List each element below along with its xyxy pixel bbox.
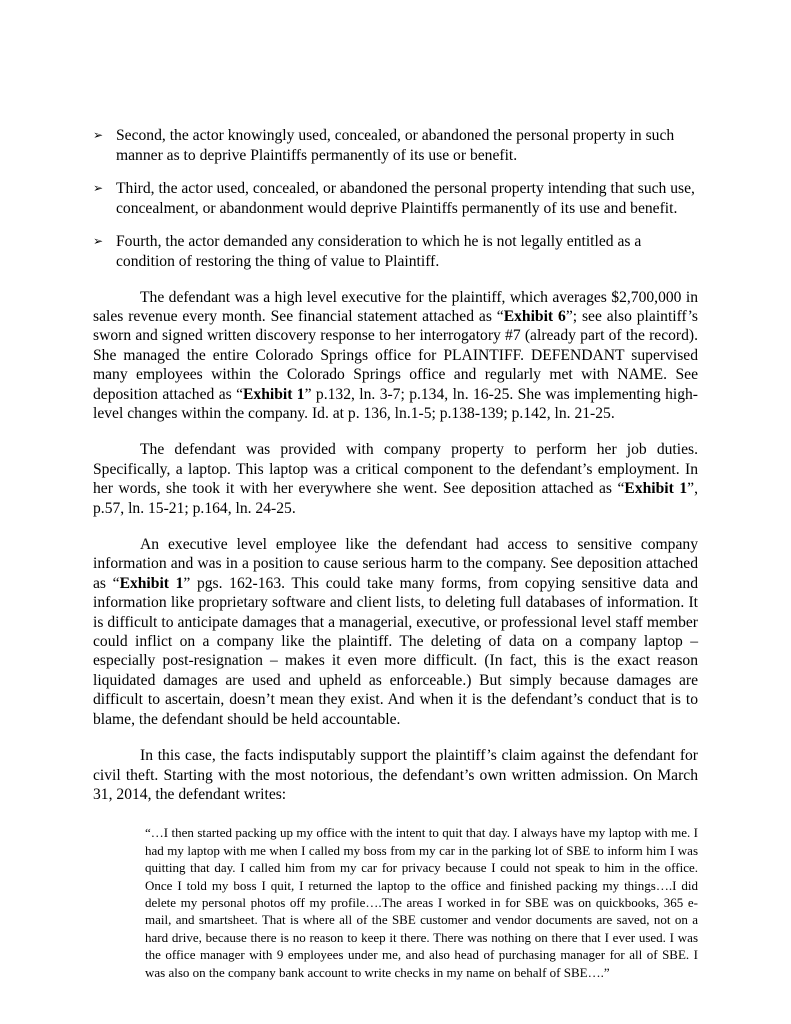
text-run: ”, p.57, ln. 15-21; p.164, ln. 24-25. (93, 480, 698, 517)
text-run: The defendant was a high level executive for the plaintiff, which averages $2,700,000 in sales revenue every month. See financial statement attached as “ (93, 288, 698, 325)
arrowhead-bullet-icon: ➢ (93, 234, 104, 249)
bullet-item-fourth (93, 232, 698, 271)
arrowhead-bullet-icon: ➢ (93, 181, 104, 196)
text-run: In this case, the facts indisputably support the plaintiff’s claim against the defendant for civil theft. Starting with the most notorious, the defendant’s own written admission. On March 31, 2014, the defendant writes: (93, 747, 698, 803)
bullet-item-second (93, 126, 698, 165)
bullet-text: Second, the actor knowingly used, concealed, or abandoned the personal property in such manner as to deprive Plaintiffs permanently of its use or benefit. (116, 127, 675, 164)
paragraph-defendant-executive (93, 288, 698, 424)
exhibit-reference: Exhibit 1 (243, 385, 305, 403)
text-run: An executive level employee like the defendant had access to sensitive company information and was in a position to cause serious harm to the company. See deposition attached as “ (93, 536, 698, 592)
bullet-text: Fourth, the actor demanded any consideration to which he is not legally entitled as a condition of restoring the thing of value to Plaintiff. (116, 233, 642, 270)
exhibit-reference: Exhibit 1 (624, 480, 688, 498)
arrowhead-bullet-icon: ➢ (93, 128, 104, 142)
block-quote-admission: “…I then started packing up my office with the intent to quit that day. I always have my laptop with me. I had my laptop with me when I called my boss from my car in the parking lot of SBE to inform him I was quitting that day. I called him from my car for privacy because I could not speak to him in the office. Once I told my boss I quit, I returned the laptop to the office and finished packing my things….I did delete my personal photos off my profile….The areas I worked in for SBE was on quickbooks, 365 e-mail, and smartsheet. That is where all of the SBE customer and vendor documents are saved, not on a hard drive, because there is no reason to keep it there. There was nothing on there that I ever used. I was the office manager with 9 employees under me, and also head of purchasing manager for all of SBE. I was also on the company bank account to write checks in my name on behalf of SBE….” (145, 825, 698, 980)
paragraph-sensitive-information (93, 535, 698, 729)
text-run: ”; see also plaintiff’s sworn and signed written discovery response to her interrogatory #7 (already part of the record). She managed the entire Colorado Springs office for PLAINTIFF. DEFENDANT supervised many employees within the Colorado Springs office and regularly met with NAME. See deposition attached as “ (93, 307, 698, 403)
exhibit-reference: Exhibit 1 (119, 574, 184, 592)
text-run: ” pgs. 162-163. This could take many forms, from copying sensitive data and information like proprietary software and client lists, to deleting full databases of information. It is difficult to anticipate damages that a managerial, executive, or professional level staff member could inflict on a company like the plaintiff. The deleting of data on a company laptop – especially post-resignation – makes it even more difficult. (In fact, this is the exact reason liquidated damages are used and upheld as enforceable.) But simply because damages are difficult to ascertain, doesn’t mean they exist. And when it is the defendant’s conduct that is to blame, the defendant should be held accountable. (93, 574, 698, 728)
bullet-item-third (93, 179, 698, 218)
paragraph-company-laptop (93, 440, 698, 518)
paragraph-written-admission (93, 746, 698, 804)
text-run: ” p.132, ln. 3-7; p.134, ln. 16-25. She was implementing high-level changes within the company. Id. at p. 136, ln.1-5; p.138-139; p.142, ln. 21-25. (93, 385, 698, 422)
text-run: The defendant was provided with company property to perform her job duties. Specifically, a laptop. This laptop was a critical component to the defendant’s employment. In her words, she took it with her everywhere she went. See deposition attached as “ (93, 441, 698, 498)
exhibit-reference: Exhibit 6 (503, 307, 566, 325)
bullet-text: Third, the actor used, concealed, or abandoned the personal property intending that such use, concealment, or abandonment would deprive Plaintiffs permanently of its use and benefit. (116, 180, 695, 217)
